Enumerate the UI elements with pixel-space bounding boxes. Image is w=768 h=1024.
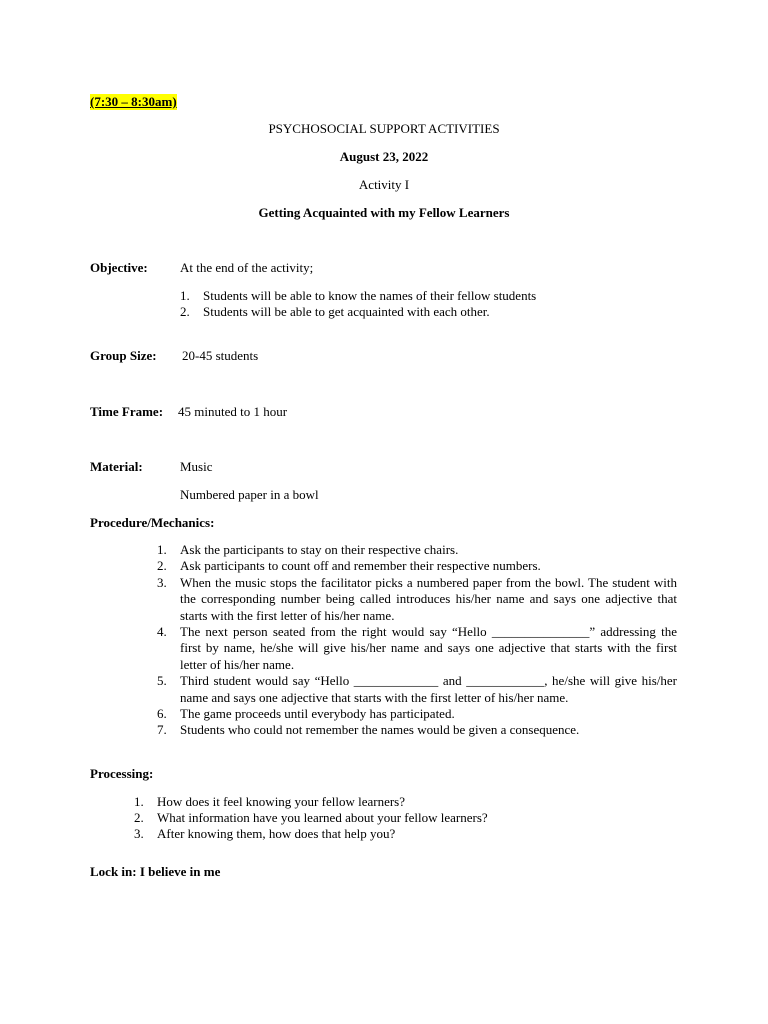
item-text: Ask the participants to stay on their respective chairs. bbox=[180, 542, 459, 557]
item-number: 4. bbox=[157, 624, 167, 640]
list-item bbox=[180, 303, 536, 320]
time-frame-label: Time Frame: bbox=[90, 404, 164, 419]
lock-in: Lock in: I believe in me bbox=[90, 864, 221, 879]
processing-list bbox=[134, 794, 488, 842]
item-text: Students will be able to know the names of their fellow students bbox=[203, 288, 537, 303]
time-slot: (7:30 – 8:30am) bbox=[90, 94, 177, 109]
item-number: 1. bbox=[180, 288, 190, 303]
item-text: Ask participants to count off and remember their respective numbers. bbox=[180, 558, 541, 574]
item-text: After knowing them, how does that help you? bbox=[157, 826, 396, 841]
list-item bbox=[157, 624, 677, 673]
procedure-list bbox=[157, 542, 677, 739]
material-item: Music bbox=[180, 459, 213, 474]
item-text: The game proceeds until everybody has participated. bbox=[180, 706, 455, 722]
processing-label: Processing: bbox=[90, 766, 154, 781]
time-frame-value: 45 minuted to 1 hour bbox=[178, 404, 288, 419]
item-text: What information have you learned about your fellow learners? bbox=[157, 810, 488, 825]
list-item bbox=[134, 810, 488, 826]
group-size-label: Group Size: bbox=[90, 348, 157, 363]
list-item bbox=[157, 574, 677, 624]
item-number: 2. bbox=[180, 303, 190, 319]
list-item bbox=[157, 673, 677, 706]
item-number: 2. bbox=[157, 558, 167, 574]
list-item bbox=[157, 558, 677, 574]
item-number: 6. bbox=[157, 706, 167, 722]
item-number: 1. bbox=[134, 794, 144, 809]
item-text: Third student would say “Hello _____________ and ____________, he/she will give his/her name and says one adjective that starts with the first letter of his/her name. bbox=[180, 673, 677, 705]
material-item: Numbered paper in a bowl bbox=[180, 487, 319, 502]
item-number: 3. bbox=[134, 826, 144, 841]
objective-intro: At the end of the activity; bbox=[180, 260, 314, 275]
item-text: When the music stops the facilitator picks a numbered paper from the bowl. The student with the corresponding number being called introduces his/her name and says one adjective that starts with the first letter of his/her name. bbox=[180, 574, 677, 623]
document-title: PSYCHOSOCIAL SUPPORT ACTIVITIES bbox=[268, 121, 500, 136]
item-text: The next person seated from the right would say “Hello _______________” addressing the first by name, he/she will give his/her name and says one adjective that starts with the first letter of his/her name. bbox=[180, 624, 677, 672]
item-number: 7. bbox=[157, 722, 167, 738]
list-item bbox=[180, 288, 537, 304]
list-item bbox=[157, 542, 677, 558]
activity-number: Activity I bbox=[358, 177, 410, 192]
item-text: Students who could not remember the names would be given a consequence. bbox=[180, 722, 580, 738]
list-item bbox=[134, 794, 488, 810]
list-item bbox=[157, 722, 677, 738]
list-item bbox=[134, 826, 488, 842]
item-number: 2. bbox=[134, 810, 144, 825]
group-size-value: 20-45 students bbox=[182, 348, 259, 363]
procedure-label: Procedure/Mechanics: bbox=[90, 515, 215, 530]
item-text: Students will be able to get acquainted with each other. bbox=[203, 303, 490, 319]
activity-title: Getting Acquainted with my Fellow Learners bbox=[258, 205, 510, 220]
objective-list bbox=[180, 288, 537, 319]
list-item bbox=[157, 706, 677, 722]
item-number: 3. bbox=[157, 574, 167, 590]
document-date: August 23, 2022 bbox=[339, 149, 429, 164]
item-number: 1. bbox=[157, 542, 167, 557]
item-number: 5. bbox=[157, 673, 167, 689]
item-text: How does it feel knowing your fellow learners? bbox=[157, 794, 406, 809]
material-label: Material: bbox=[90, 459, 143, 474]
objective-label: Objective: bbox=[90, 260, 148, 275]
